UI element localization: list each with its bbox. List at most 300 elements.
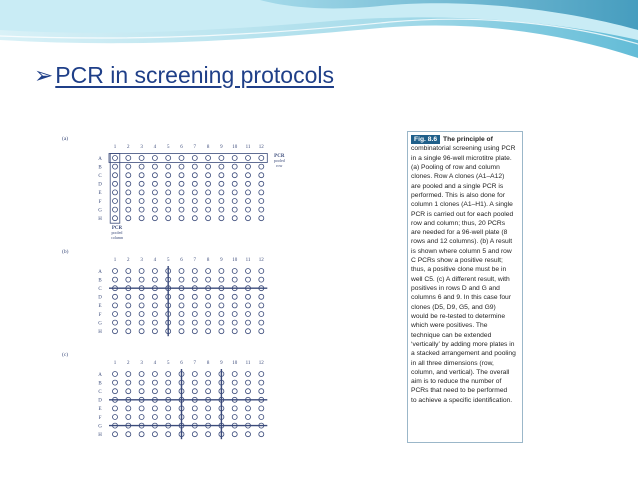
well	[166, 380, 171, 385]
well	[126, 312, 131, 317]
well	[206, 406, 211, 411]
caption-line: well C5. (c) A different result, with	[411, 275, 510, 283]
well	[113, 277, 118, 282]
column-number: 10	[232, 361, 238, 366]
well	[259, 181, 264, 186]
well	[232, 164, 237, 169]
well	[232, 380, 237, 385]
row-letter: H	[98, 330, 102, 335]
well	[259, 190, 264, 195]
well	[259, 320, 264, 325]
caption-line: to achieve a specific identification.	[411, 396, 513, 404]
well	[126, 173, 131, 178]
well	[152, 294, 157, 299]
well	[113, 380, 118, 385]
row-letter: C	[98, 174, 102, 179]
column-number: 3	[140, 361, 143, 366]
caption-line: clones (D5, D9, G5, and G9)	[411, 303, 496, 311]
row-letter: F	[98, 199, 102, 205]
well	[232, 389, 237, 394]
well	[232, 329, 237, 334]
column-number: 4	[153, 258, 157, 263]
column-number: 1	[113, 145, 117, 150]
well	[139, 277, 144, 282]
well	[179, 181, 184, 186]
bullet-arrow-icon: ➢	[34, 62, 54, 88]
panel-label: (c)	[62, 352, 69, 358]
well	[126, 380, 131, 385]
well	[152, 329, 157, 334]
caption-line: is shown where column 5 and row	[411, 247, 512, 255]
well	[139, 406, 144, 411]
well	[206, 380, 211, 385]
well	[219, 216, 224, 221]
well	[152, 156, 157, 161]
well	[259, 173, 264, 178]
well	[259, 269, 264, 274]
well	[179, 164, 184, 169]
well	[246, 269, 251, 274]
well	[246, 303, 251, 308]
well	[232, 173, 237, 178]
panel-label: (a)	[62, 136, 69, 142]
column-number: 4	[153, 361, 157, 366]
well	[246, 207, 251, 212]
well	[246, 164, 251, 169]
well	[152, 173, 157, 178]
well	[152, 432, 157, 437]
well	[192, 277, 197, 282]
well	[246, 277, 251, 282]
well	[179, 277, 184, 282]
well	[246, 173, 251, 178]
well	[126, 372, 131, 377]
well	[139, 432, 144, 437]
column-number: 5	[166, 258, 170, 263]
column-number: 2	[127, 145, 130, 150]
well	[246, 406, 251, 411]
well	[126, 294, 131, 299]
well	[113, 320, 118, 325]
column-number: 12	[258, 145, 264, 150]
well	[166, 173, 171, 178]
caption-line: row and column; thus, 20 PCRs	[411, 219, 506, 227]
well	[139, 320, 144, 325]
column-number: 11	[245, 361, 251, 366]
well	[126, 199, 131, 204]
well	[206, 173, 211, 178]
well	[219, 277, 224, 282]
well	[126, 190, 131, 195]
well	[139, 372, 144, 377]
pooled-row-label: row	[276, 163, 283, 168]
well	[113, 415, 118, 420]
well	[166, 199, 171, 204]
well	[219, 156, 224, 161]
well	[113, 389, 118, 394]
well	[152, 269, 157, 274]
well	[166, 181, 171, 186]
column-number: 2	[127, 361, 130, 366]
well	[126, 277, 131, 282]
well	[246, 199, 251, 204]
well	[139, 164, 144, 169]
well	[192, 190, 197, 195]
column-number: 7	[193, 258, 197, 263]
well	[139, 269, 144, 274]
column-number: 11	[245, 258, 251, 263]
slide-title	[34, 62, 334, 89]
well	[192, 164, 197, 169]
caption-line: are needed for a 96-well plate (8	[411, 229, 508, 237]
caption-line: in a single 96-well microtitre plate.	[411, 154, 512, 162]
well	[246, 216, 251, 221]
well	[166, 406, 171, 411]
caption-line: performed. This is also done for	[411, 191, 505, 199]
well	[219, 269, 224, 274]
well	[192, 312, 197, 317]
pooled-row-label: PCR	[274, 154, 285, 159]
well	[246, 294, 251, 299]
well	[139, 329, 144, 334]
well	[259, 329, 264, 334]
well	[113, 269, 118, 274]
well	[166, 164, 171, 169]
row-letter: D	[98, 398, 102, 404]
well	[113, 190, 118, 195]
column-number: 2	[127, 258, 130, 263]
well	[219, 320, 224, 325]
well	[192, 406, 197, 411]
well	[152, 303, 157, 308]
caption-line: positives in rows D and G and	[411, 285, 500, 292]
well	[166, 432, 171, 437]
well	[139, 173, 144, 178]
column-number: 10	[232, 258, 238, 263]
column-number: 1	[113, 258, 117, 263]
well	[246, 190, 251, 195]
well	[232, 190, 237, 195]
well	[246, 181, 251, 186]
well	[259, 156, 264, 161]
well	[206, 190, 211, 195]
well	[113, 329, 118, 334]
well	[232, 207, 237, 212]
pooled-row-label: pooled	[273, 158, 285, 163]
well	[113, 432, 118, 437]
well	[259, 432, 264, 437]
well	[232, 216, 237, 221]
well	[232, 181, 237, 186]
well	[152, 190, 157, 195]
row-letter: G	[98, 321, 102, 327]
caption-heading	[411, 135, 519, 144]
caption-line: (a) Pooling of row and column	[411, 163, 500, 171]
well	[139, 294, 144, 299]
well	[232, 432, 237, 437]
well	[246, 320, 251, 325]
well	[246, 156, 251, 161]
well	[126, 207, 131, 212]
well	[259, 207, 264, 212]
well	[113, 303, 118, 308]
well	[179, 303, 184, 308]
well	[152, 199, 157, 204]
caption-line: clones. Row A clones (A1–A12)	[411, 173, 505, 181]
pooled-row-box	[109, 154, 267, 163]
well	[219, 312, 224, 317]
well	[192, 415, 197, 420]
column-number: 11	[245, 145, 251, 150]
well	[139, 181, 144, 186]
well	[232, 199, 237, 204]
well	[152, 277, 157, 282]
pooled-column-label: column	[111, 235, 123, 241]
well	[219, 329, 224, 334]
row-letter: H	[98, 433, 102, 438]
row-letter: A	[98, 156, 102, 162]
well	[152, 389, 157, 394]
well	[152, 406, 157, 411]
row-letter: F	[98, 415, 102, 421]
well	[179, 312, 184, 317]
row-letter: C	[98, 390, 102, 395]
well	[192, 181, 197, 186]
well	[232, 312, 237, 317]
column-number: 1	[113, 361, 117, 366]
panel-label: (b)	[62, 249, 69, 255]
row-letter: B	[98, 381, 102, 387]
column-number: 6	[180, 361, 183, 366]
well	[166, 190, 171, 195]
well	[179, 190, 184, 195]
well	[219, 294, 224, 299]
well	[259, 372, 264, 377]
caption-line: aim is to reduce the number of	[411, 378, 502, 386]
pcr-plate-figure	[60, 128, 296, 440]
well	[126, 432, 131, 437]
caption-line: would be re-tested to determine	[411, 312, 506, 320]
well	[113, 372, 118, 377]
well	[166, 156, 171, 161]
well	[126, 156, 131, 161]
well	[259, 406, 264, 411]
well	[139, 312, 144, 317]
well	[179, 156, 184, 161]
well	[259, 303, 264, 308]
figure-number-badge: Fig. 8.6	[411, 135, 440, 144]
column-number: 8	[206, 145, 210, 150]
well	[179, 207, 184, 212]
caption-line: technique can be extended	[411, 331, 492, 339]
well	[219, 199, 224, 204]
well	[152, 181, 157, 186]
well	[113, 156, 118, 161]
column-number: 9	[220, 258, 223, 263]
well	[246, 312, 251, 317]
well	[113, 294, 118, 299]
well	[219, 173, 224, 178]
well	[192, 320, 197, 325]
caption-line: PCR is carried out for each pooled	[411, 210, 514, 218]
well	[139, 380, 144, 385]
well	[152, 164, 157, 169]
well	[219, 207, 224, 212]
well	[192, 199, 197, 204]
column-number: 8	[206, 258, 210, 263]
well	[219, 303, 224, 308]
well	[206, 269, 211, 274]
caption-line: C PCRs show a positive result;	[411, 257, 503, 265]
figure-caption-box	[407, 131, 523, 443]
well	[192, 156, 197, 161]
well	[206, 277, 211, 282]
well	[192, 329, 197, 334]
well	[166, 415, 171, 420]
well	[179, 199, 184, 204]
well	[166, 389, 171, 394]
well	[246, 389, 251, 394]
well	[192, 207, 197, 212]
column-number: 9	[220, 145, 223, 150]
well	[139, 415, 144, 420]
well	[113, 164, 118, 169]
well	[206, 303, 211, 308]
well	[206, 181, 211, 186]
well	[126, 303, 131, 308]
well	[192, 389, 197, 394]
row-letter: C	[98, 287, 102, 292]
caption-line: a stacked arrangement and pooling	[411, 350, 516, 358]
well	[232, 294, 237, 299]
caption-heading-text: The principle of	[443, 136, 493, 143]
well	[152, 312, 157, 317]
well	[232, 320, 237, 325]
well	[126, 164, 131, 169]
row-letter: A	[98, 372, 102, 378]
row-letter: G	[98, 208, 102, 214]
well	[152, 207, 157, 212]
well	[139, 156, 144, 161]
caption-line: PCRs that need to be performed	[411, 387, 508, 395]
well	[139, 216, 144, 221]
well	[126, 389, 131, 394]
well	[246, 372, 251, 377]
caption-line: combinatorial screening using PCR	[411, 145, 516, 153]
well	[206, 164, 211, 169]
well	[179, 269, 184, 274]
well	[232, 156, 237, 161]
well	[246, 432, 251, 437]
well	[126, 320, 131, 325]
well	[179, 329, 184, 334]
well	[139, 199, 144, 204]
well	[232, 372, 237, 377]
row-letter: G	[98, 424, 102, 430]
well	[126, 181, 131, 186]
well	[192, 269, 197, 274]
well	[206, 372, 211, 377]
well	[259, 294, 264, 299]
well	[179, 294, 184, 299]
column-number: 7	[193, 145, 197, 150]
row-letter: E	[98, 191, 102, 197]
caption-line: column 1 clones (A1–H1). A single	[411, 201, 513, 209]
well	[179, 173, 184, 178]
well	[246, 415, 251, 420]
caption-line: ‘vertically’ by adding more plates in	[411, 340, 515, 348]
well	[206, 156, 211, 161]
well	[113, 216, 118, 221]
well	[206, 329, 211, 334]
row-letter: H	[98, 217, 102, 222]
slide-title-text: PCR in screening protocols	[55, 62, 334, 88]
well	[166, 207, 171, 212]
column-number: 7	[193, 361, 197, 366]
row-letter: B	[98, 165, 102, 171]
well	[259, 389, 264, 394]
well	[259, 312, 264, 317]
column-number: 5	[166, 145, 170, 150]
well	[179, 216, 184, 221]
well	[113, 173, 118, 178]
well	[206, 216, 211, 221]
row-letter: B	[98, 278, 102, 284]
well	[126, 216, 131, 221]
well	[246, 380, 251, 385]
well	[152, 415, 157, 420]
well	[232, 303, 237, 308]
column-number: 8	[206, 361, 210, 366]
well	[206, 389, 211, 394]
well	[206, 320, 211, 325]
column-number: 5	[166, 361, 170, 366]
well	[113, 406, 118, 411]
row-letter: D	[98, 295, 102, 301]
well	[192, 372, 197, 377]
well	[232, 269, 237, 274]
column-number: 3	[140, 145, 143, 150]
column-number: 12	[258, 258, 264, 263]
well	[139, 190, 144, 195]
well	[126, 415, 131, 420]
well	[192, 432, 197, 437]
caption-line: which were positives. The	[411, 322, 488, 330]
well	[219, 181, 224, 186]
well	[192, 173, 197, 178]
well	[192, 216, 197, 221]
well	[113, 207, 118, 212]
column-number: 4	[153, 145, 157, 150]
column-number: 6	[180, 145, 183, 150]
column-number: 10	[232, 145, 238, 150]
well	[113, 199, 118, 204]
well	[246, 329, 251, 334]
well	[219, 164, 224, 169]
caption-line: rows and 12 columns). (b) A result	[411, 238, 513, 246]
caption-line: thus, a positive clone must be in	[411, 266, 507, 274]
well	[126, 269, 131, 274]
well	[219, 190, 224, 195]
well	[126, 406, 131, 411]
column-number: 12	[258, 361, 264, 366]
column-number: 9	[220, 361, 223, 366]
well	[139, 389, 144, 394]
well	[206, 207, 211, 212]
caption-line: columns 6 and 9. In this case four	[411, 294, 511, 302]
well	[232, 277, 237, 282]
caption-line: are pooled and a single PCR is	[411, 182, 504, 190]
